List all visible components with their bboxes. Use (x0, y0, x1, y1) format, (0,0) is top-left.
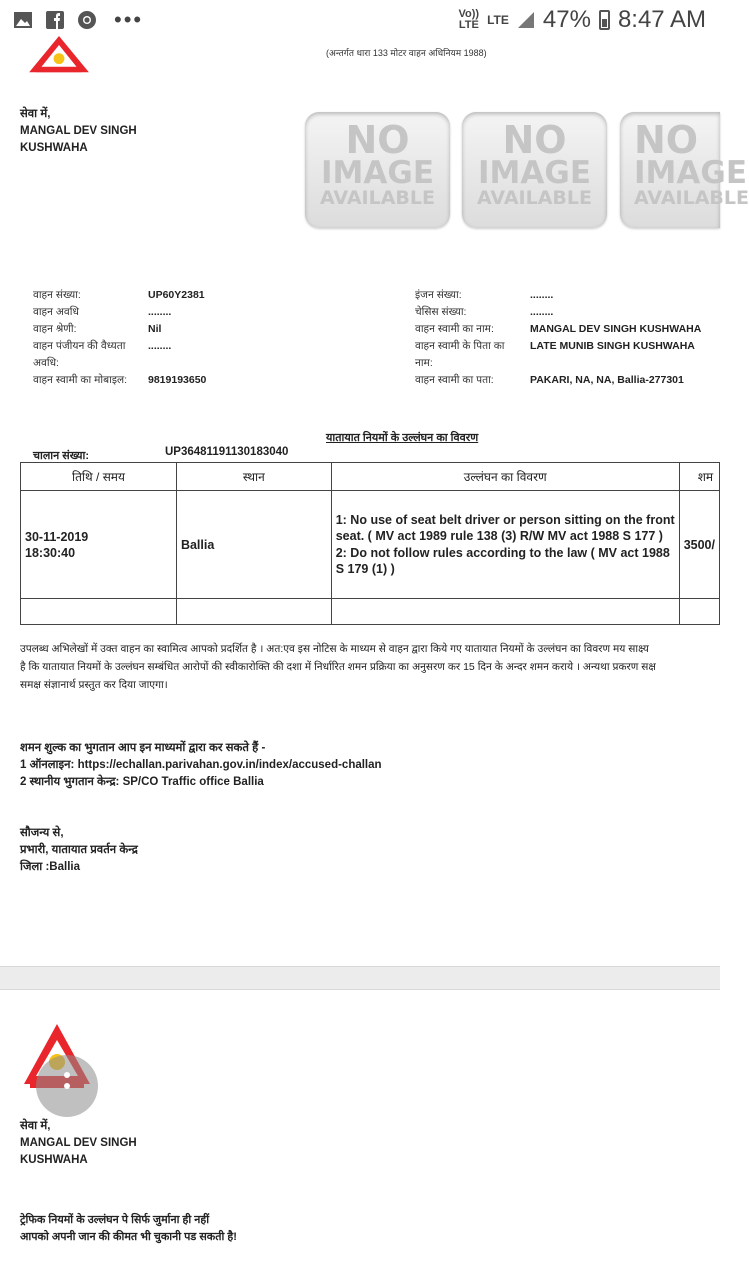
facebook-icon (44, 9, 66, 31)
table-header-row (21, 463, 720, 491)
battery-percent: 47% (542, 6, 591, 33)
column-header-description: उल्लंघन का विवरण (331, 463, 679, 491)
violation-section-title: यातायात नियमों के उल्लंघन का विवरण (326, 432, 479, 444)
column-header-fine: शम (679, 463, 719, 491)
second-addressee: सेवा में, MANGAL DEV SINGH KUSHWAHA (20, 1120, 137, 1166)
clock: 8:47 AM (617, 6, 706, 33)
more-options-button[interactable] (36, 1055, 98, 1117)
status-bar (0, 0, 720, 42)
vehicle-details-labels-left: वाहन संख्या: वाहन अवधि वाहन श्रेणी: वाहन पंजीयन की वैध्यता अवधि: वाहन स्वामी का मोबाइल: (33, 289, 128, 386)
challan-number-label: चालान संख्या: (33, 450, 90, 462)
violation-place: Ballia (176, 491, 331, 599)
table-row (21, 491, 720, 599)
chrome-icon (76, 9, 98, 31)
safety-warning: ट्रेफिक नियमों के उल्लंघन पे सिर्फ जुर्माना ही नहीं आपको अपनी जान की कीमत भी चुकानी पड सकती है! (20, 1214, 237, 1243)
online-payment-link[interactable]: 1 ऑनलाइन: https://echallan.parivahan.gov.in/index/accused-challan (20, 759, 382, 771)
vehicle-photo-placeholder: NO IMAGE AVAILABLE (620, 112, 720, 228)
column-header-place: स्थान (176, 463, 331, 491)
battery-icon (599, 10, 610, 30)
vehicle-details-values-left: UP60Y2381 ........ Nil ........ 9819193650 (148, 289, 207, 386)
payment-info: शमन शुल्क का भुगतान आप इन माध्यमों द्वारा कर सकते हैं - 1 ऑनलाइन: https://echallan.parivahan.gov.in/index/accused-challan 2 स्थानीय भुगतान केन्द्र: SP/CO Traffic office Ballia (20, 742, 382, 788)
more-notifications-icon: ••• (114, 7, 144, 32)
violation-fine: 3500/ (679, 491, 719, 599)
violation-datetime: 30-11-2019 18:30:40 (21, 491, 177, 599)
addressee: सेवा में, MANGAL DEV SINGH KUSHWAHA (20, 108, 137, 154)
vehicle-photo-placeholder: NO IMAGE AVAILABLE (305, 112, 450, 228)
signature-block: सौजन्य से, प्रभारी, यातायात प्रवर्तन केन्द्र जिला :Ballia (20, 827, 138, 873)
table-row-empty (21, 599, 720, 625)
violation-description: 1: No use of seat belt driver or person sitting on the front seat. ( MV act 1989 rule 138 (3) R/W MV act 1988 S 177 ) 2: Do not follow rules according to the law ( MV act 1988 S 179 (1) ) (331, 491, 679, 599)
column-header-date: तिथि / समय (21, 463, 177, 491)
act-note: (अन्तर्गत धारा 133 मोटर वाहन अधिनियम 1988) (326, 48, 487, 58)
signal-icon (517, 11, 535, 29)
gallery-icon (12, 9, 34, 31)
notice-paragraph: उपलब्ध अभिलेखों में उक्त वाहन का स्वामित्व आपको प्रदर्शित है । अत:एव इस नोटिस के माध्यम से वाहन द्वारा किये गए यातायात नियमों के उल्लंघन का विवरण मय साक्ष्य है कि यातायात नियमों के उल्लंघन सम्बंधित आरोपों की स्वीकारोक्ति की दशा में निर्धारित शमन प्रक्रिया का अनुसरण कर 15 दिन के अन्दर शमन कराये । अन्यथा प्रकरण सक्ष समक्ष संज्ञानार्थ प्रस्तुत कर दिया जाएगा। (20, 643, 656, 691)
challan-number: UP36481191130183040 (165, 446, 289, 458)
vehicle-photo-placeholder: NO IMAGE AVAILABLE (462, 112, 607, 228)
up-police-logo (24, 36, 94, 74)
lte-indicator: LTE (487, 13, 509, 27)
volte-indicator: Vo)) LTE (458, 8, 480, 31)
vehicle-details-values-right: ........ ........ MANGAL DEV SINGH KUSHWAHA LATE MUNIB SINGH KUSHWAHA PAKARI, NA, NA, Ballia-277301 (530, 289, 702, 386)
violation-table (20, 462, 720, 625)
vehicle-details-labels-right: इंजन संख्या: चेसिस संख्या: वाहन स्वामी का नाम: वाहन स्वामी के पिता का नाम: वाहन स्वामी का पता: (415, 289, 505, 386)
page-divider (0, 966, 720, 990)
